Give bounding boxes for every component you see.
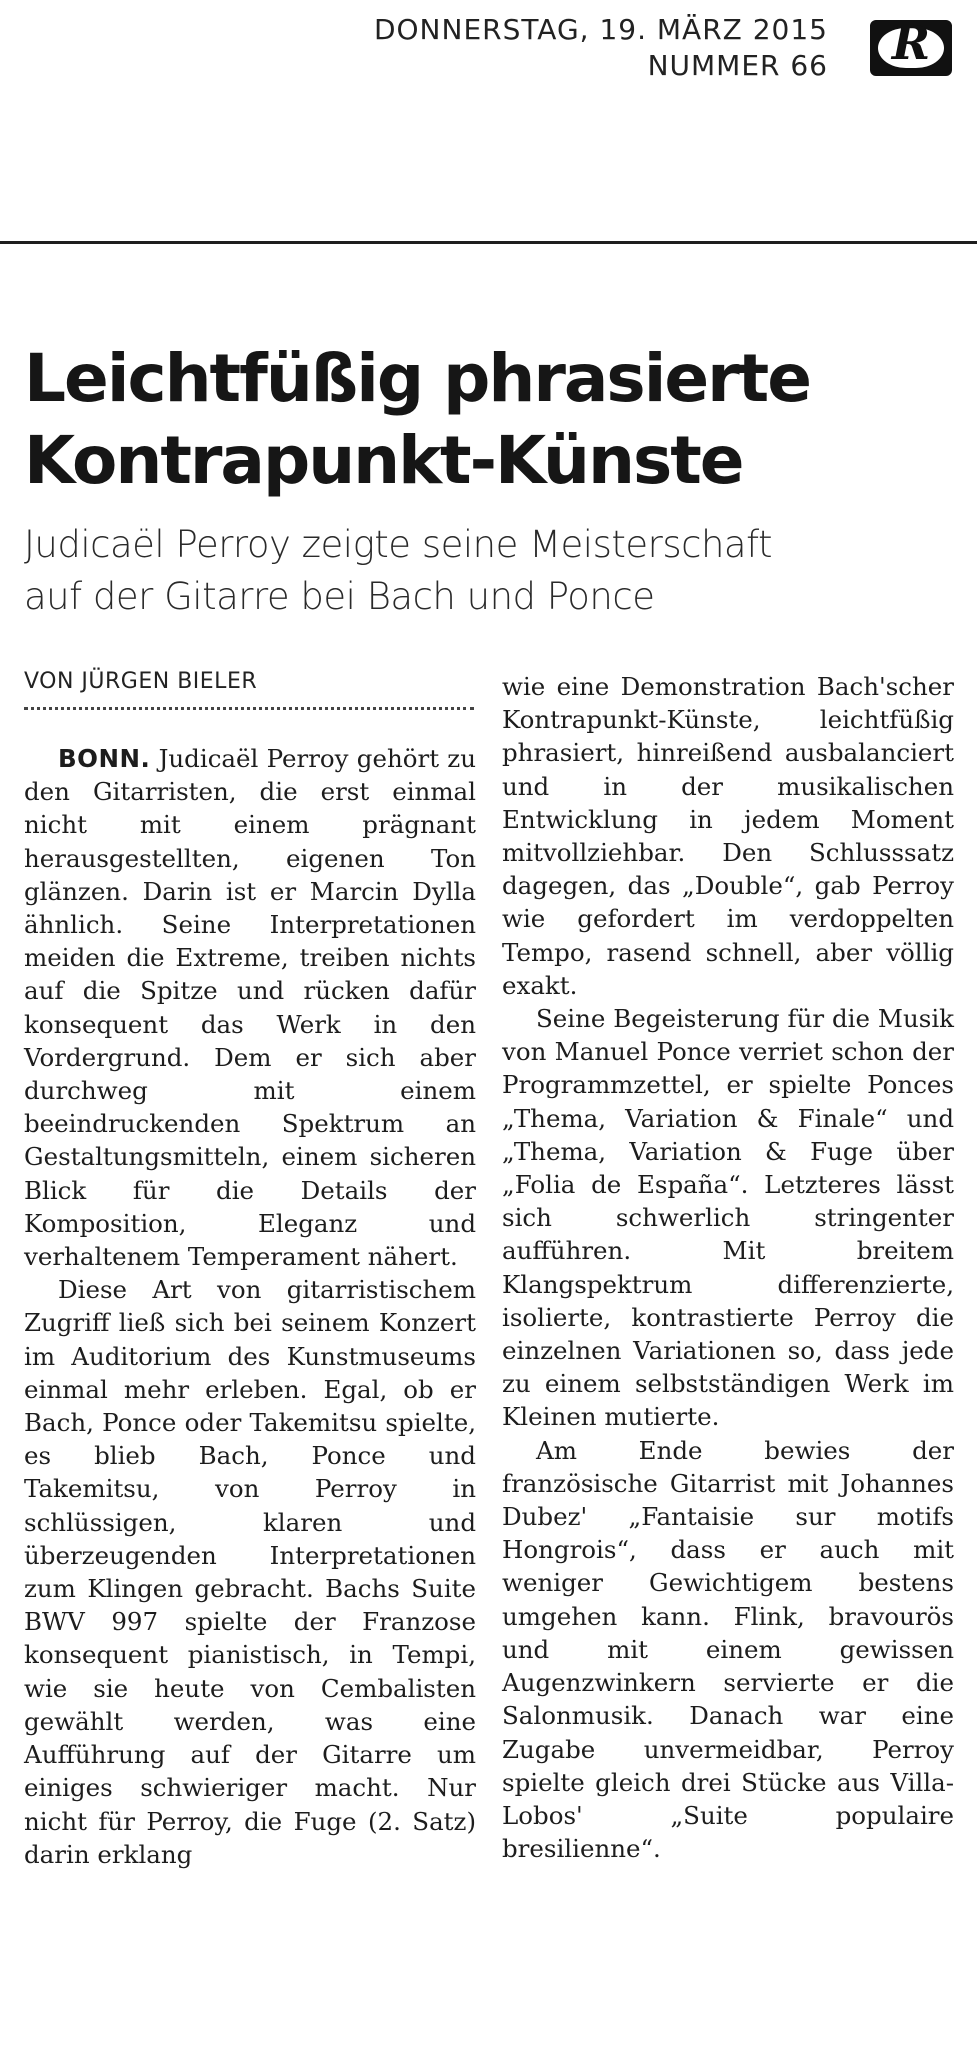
article-column-left (24, 742, 476, 1871)
dateline: BONN. (58, 744, 151, 773)
newspaper-logo (870, 16, 952, 76)
paragraph-text: Judicaël Perroy gehört zu den Gitarristen, die erst einmal nicht mit einem prägnant herausgestellten, eigenen Ton glänzen. Darin ist er Marcin Dylla ähnlich. Seine Interpretationen meiden die Extreme, treiben nichts auf die Spitze und rücken dafür konsequent das Werk in den Vordergrund. Dem er sich aber durchweg mit einem beeindruckenden Spektrum an Gestaltungsmitteln, einem sicheren Blick für die Details der Komposition, Eleganz und verhaltenem Temperament nähert. (24, 744, 476, 1272)
article-column-right (502, 670, 954, 1865)
article-subheadline (24, 519, 964, 623)
article-paragraph (24, 742, 476, 1273)
article-paragraph: Seine Begeisterung für die Musik von Manuel Ponce verriet schon der Programmzettel, er spielte Ponces „Thema, Variation & Finale“ und „Thema, Variation & Fuge über „Folia de España“. Letzteres lässt sich schwerlich stringenter aufführen. Mit breitem Klangspektrum differenzierte, isolierte, kontrastierte Perroy die einzelnen Variationen so, dass jede zu einem selbstständigen Werk im Kleinen mutierte. (502, 1004, 954, 1432)
article-paragraph: wie eine Demonstration Bach'scher Kontrapunkt-Künste, leichtfüßig phrasiert, hinreißend ausbalanciert und in der musikalischen Entwicklung in jedem Moment mitvollziehbar. Den Schlusssatz dagegen, das „Double“, gab Perroy wie gefordert im verdoppelten Tempo, rasend schnell, aber völlig exakt. (502, 672, 954, 1000)
masthead (0, 0, 977, 250)
headline-line-1: Leichtfüßig phrasierte (24, 340, 810, 417)
logo-letter: R (891, 16, 931, 70)
issue-date: DONNERSTAG, 19. MÄRZ 2015 (373, 13, 828, 46)
article-paragraph: Diese Art von gitarristischem Zugriff ließ sich bei seinem Konzert im Auditorium des Kunstmuseums einmal mehr erleben. Egal, ob er Bach, Ponce oder Takemitsu spielte, es blieb Bach, Ponce und Takemitsu, von Perroy in schlüssigen, klaren und überzeugenden Interpretationen zum Klingen gebracht. Bachs Suite BWV 997 spielte der Franzose konsequent pianistisch, in Tempi, wie sie heute von Cembalisten gewählt werden, was eine Aufführung auf der Gitarre um einiges schwieriger macht. Nur nicht für Perroy, die Fuge (2. Satz) darin erklang (24, 1275, 476, 1869)
subhead-line-2: auf der Gitarre bei Bach und Ponce (24, 575, 655, 618)
issue-info (374, 12, 828, 84)
byline-dotted-rule (24, 707, 474, 710)
article-headline (24, 338, 964, 502)
article-paragraph: Am Ende bewies der französische Gitarrist mit Johannes Dubez' „Fantaisie sur motifs Hongrois“, dass er auch mit weniger Gewichtigem bestens umgehen kann. Flink, bravourös und mit einem gewissen Augenzwinkern servierte er die Salonmusik. Danach war eine Zugabe unvermeidbar, Perroy spielte gleich drei Stücke aus Villa-Lobos' „Suite populaire bresilienne“. (502, 1435, 954, 1864)
masthead-rule (0, 241, 977, 244)
headline-line-2: Kontrapunkt-Künste (24, 422, 743, 499)
subhead-line-1: Judicaël Perroy zeigte seine Meisterschaft (24, 523, 772, 566)
byline: VON JÜRGEN BIELER (24, 669, 258, 694)
issue-number: NUMMER 66 (647, 49, 828, 82)
